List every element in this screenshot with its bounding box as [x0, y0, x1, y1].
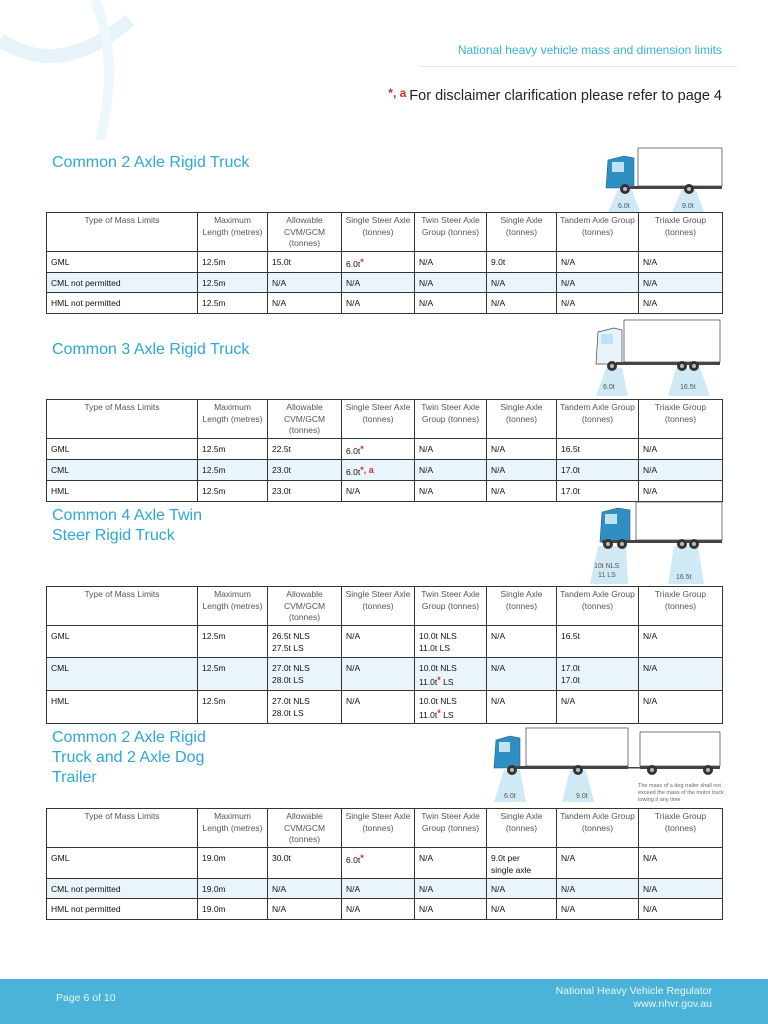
table-cell: 16.5t — [557, 626, 639, 658]
cell-value: 6.0t — [346, 259, 361, 269]
cell-line: 28.0t LS — [272, 675, 304, 685]
cell-line: 11.0t LS — [419, 643, 451, 653]
section-title-truck-and-dog-trailer: Common 2 Axle Rigid Truck and 2 Axle Dog Trailer — [52, 729, 206, 786]
table-cell: HML not permitted — [47, 293, 198, 314]
table-cell: N/A — [415, 460, 487, 481]
column-header: Triaxle Group (tonnes) — [639, 587, 723, 626]
table-cell: N/A — [639, 252, 723, 273]
axle-label: 6.0t — [603, 384, 615, 391]
cell-value: 6.0t — [346, 855, 361, 865]
decorative-arc — [0, 0, 200, 140]
table-cell: N/A — [268, 293, 342, 314]
website-link[interactable]: www.nhvr.gov.au — [633, 998, 712, 1010]
table-row — [47, 899, 723, 920]
table-cell: N/A — [415, 439, 487, 460]
truck-4-axle-twin-steer-illustration — [588, 500, 726, 584]
column-header: Type of Mass Limits — [47, 213, 198, 252]
table-cell: N/A — [487, 879, 557, 899]
column-header: Single Steer Axle (tonnes) — [342, 809, 415, 848]
table-cell: N/A — [639, 899, 723, 920]
table-cell: 16.5t — [557, 439, 639, 460]
column-header: Allowable CVM/GCM (tonnes) — [268, 400, 342, 439]
table-cell: N/A — [557, 848, 639, 879]
cell-value: 11.0t — [419, 710, 438, 720]
column-header: Twin Steer Axle Group (tonnes) — [415, 587, 487, 626]
column-header: Allowable CVM/GCM (tonnes) — [268, 587, 342, 626]
table-cell: N/A — [487, 658, 557, 691]
column-header: Tandem Axle Group (tonnes) — [557, 587, 639, 626]
table-cell: CML — [47, 460, 198, 481]
column-header: Single Axle (tonnes) — [487, 400, 557, 439]
table-cell — [268, 626, 342, 658]
table-cell — [342, 439, 415, 460]
disclaimer-note — [388, 86, 722, 104]
table-row — [47, 293, 723, 314]
table-cell: HML not permitted — [47, 899, 198, 920]
table-cell: 30.0t — [268, 848, 342, 879]
column-header: Maximum Length (metres) — [198, 809, 268, 848]
cell-value: 11.0t — [419, 677, 438, 687]
table-cell: N/A — [557, 252, 639, 273]
column-header: Triaxle Group (tonnes) — [639, 213, 723, 252]
page-footer — [0, 979, 768, 1024]
table-cell: N/A — [415, 848, 487, 879]
table-row — [47, 848, 723, 879]
table-cell: N/A — [487, 899, 557, 920]
mass-table-3-axle-rigid — [46, 399, 723, 502]
column-header: Twin Steer Axle Group (tonnes) — [415, 809, 487, 848]
table-cell: 12.5m — [198, 691, 268, 724]
table-row — [47, 273, 723, 293]
column-header: Type of Mass Limits — [47, 809, 198, 848]
table-cell: 23.0t — [268, 481, 342, 502]
axle-label: 16.5t — [676, 574, 692, 581]
disclaimer-asterisk: * — [360, 853, 364, 863]
table-cell: 12.5m — [198, 293, 268, 314]
truck-2-axle-illustration — [600, 146, 726, 212]
table-cell: N/A — [268, 899, 342, 920]
table-cell: N/A — [557, 879, 639, 899]
table-cell: N/A — [639, 460, 723, 481]
table-cell: 12.5m — [198, 626, 268, 658]
table-cell: 19.0m — [198, 899, 268, 920]
column-header: Twin Steer Axle Group (tonnes) — [415, 213, 487, 252]
disclaimer-mark: *, a — [388, 86, 407, 100]
axle-label: 6.0t — [618, 203, 630, 210]
table-cell: 19.0m — [198, 848, 268, 879]
axle-label: 6.0t — [504, 793, 516, 800]
mass-table-4-axle-twin-steer — [46, 586, 723, 724]
section-title-4-axle-twin-steer: Common 4 Axle Twin Steer Rigid Truck — [52, 507, 202, 544]
table-cell: GML — [47, 439, 198, 460]
footer-organisation — [556, 985, 712, 1011]
cell-line — [419, 707, 482, 721]
document-header: National heavy vehicle mass and dimension limits — [457, 43, 722, 57]
cell-line: 27.0t NLS — [272, 696, 310, 706]
column-header: Maximum Length (metres) — [198, 587, 268, 626]
table-cell: HML — [47, 481, 198, 502]
header-divider — [420, 66, 738, 67]
axle-label: 10t NLS — [594, 563, 620, 570]
table-cell: N/A — [639, 439, 723, 460]
table-cell — [415, 691, 487, 724]
disclaimer-asterisk: * — [437, 675, 441, 685]
axle-label: 16.5t — [680, 384, 696, 391]
table-cell: N/A — [487, 273, 557, 293]
section-title-3-axle-rigid: Common 3 Axle Rigid Truck — [52, 341, 250, 358]
cell-value: LS — [443, 710, 454, 720]
table-cell: GML — [47, 252, 198, 273]
cell-line: 17.0t — [561, 675, 580, 685]
column-header: Tandem Axle Group (tonnes) — [557, 213, 639, 252]
table-cell: 9.0t — [487, 252, 557, 273]
table-cell: N/A — [487, 293, 557, 314]
table-cell: N/A — [487, 481, 557, 502]
table-row — [47, 252, 723, 273]
cell-line: 10.0t NLS — [419, 631, 457, 641]
table-row — [47, 439, 723, 460]
table-cell — [415, 658, 487, 691]
table-cell: N/A — [342, 879, 415, 899]
organisation-name: National Heavy Vehicle Regulator — [555, 985, 712, 997]
column-header: Single Steer Axle (tonnes) — [342, 587, 415, 626]
table-cell: N/A — [415, 899, 487, 920]
cell-line: single axle — [491, 865, 532, 875]
table-cell: N/A — [415, 481, 487, 502]
cell-line: 28.0t LS — [272, 708, 304, 718]
column-header: Allowable CVM/GCM (tonnes) — [268, 809, 342, 848]
table-cell: 12.5m — [198, 481, 268, 502]
table-cell: N/A — [415, 273, 487, 293]
table-cell: N/A — [415, 879, 487, 899]
cell-line: 27.0t NLS — [272, 663, 310, 673]
axle-label: 9.0t — [682, 203, 694, 210]
table-cell — [342, 848, 415, 879]
table-cell: N/A — [639, 273, 723, 293]
table-row — [47, 658, 723, 691]
table-row — [47, 460, 723, 481]
table-cell — [487, 848, 557, 879]
column-header: Maximum Length (metres) — [198, 400, 268, 439]
table-cell: N/A — [639, 481, 723, 502]
table-cell — [557, 658, 639, 691]
table-cell: N/A — [487, 439, 557, 460]
column-header: Maximum Length (metres) — [198, 213, 268, 252]
cell-line: 9.0t per — [491, 853, 520, 863]
column-header: Type of Mass Limits — [47, 400, 198, 439]
section-title-2-axle-rigid: Common 2 Axle Rigid Truck — [52, 154, 250, 171]
column-header: Allowable CVM/GCM (tonnes) — [268, 213, 342, 252]
table-cell: CML — [47, 658, 198, 691]
table-cell: N/A — [557, 691, 639, 724]
column-header: Single Axle (tonnes) — [487, 213, 557, 252]
disclaimer-asterisk: * — [360, 257, 364, 267]
table-cell — [342, 252, 415, 273]
table-cell: CML not permitted — [47, 273, 198, 293]
cell-line: 27.5t LS — [272, 643, 304, 653]
table-cell: 17.0t — [557, 460, 639, 481]
table-cell: N/A — [342, 626, 415, 658]
cell-value: LS — [443, 677, 454, 687]
table-cell — [268, 691, 342, 724]
column-header: Tandem Axle Group (tonnes) — [557, 400, 639, 439]
truck-3-axle-illustration — [592, 318, 724, 396]
table-row — [47, 691, 723, 724]
column-header: Triaxle Group (tonnes) — [639, 400, 723, 439]
table-cell: N/A — [342, 658, 415, 691]
disclaimer-text: For disclaimer clarification please refer to page 4 — [409, 88, 722, 104]
table-cell: N/A — [342, 691, 415, 724]
table-cell: GML — [47, 626, 198, 658]
table-cell: N/A — [342, 899, 415, 920]
table-cell: N/A — [415, 252, 487, 273]
table-cell: 17.0t — [557, 481, 639, 502]
table-cell: N/A — [557, 273, 639, 293]
table-cell: N/A — [639, 691, 723, 724]
table-cell: N/A — [639, 293, 723, 314]
table-cell: N/A — [342, 481, 415, 502]
cell-line: 10.0t NLS — [419, 663, 457, 673]
column-header: Single Steer Axle (tonnes) — [342, 400, 415, 439]
column-header: Type of Mass Limits — [47, 587, 198, 626]
table-cell: N/A — [639, 658, 723, 691]
table-cell: 12.5m — [198, 439, 268, 460]
table-cell: N/A — [487, 691, 557, 724]
cell-line: 26.5t NLS — [272, 631, 310, 641]
table-cell: 22.5t — [268, 439, 342, 460]
table-cell: N/A — [557, 899, 639, 920]
disclaimer-asterisk: *, a — [360, 465, 374, 475]
table-cell: GML — [47, 848, 198, 879]
table-cell — [342, 460, 415, 481]
table-cell: N/A — [268, 273, 342, 293]
table-cell: N/A — [639, 626, 723, 658]
table-cell: N/A — [557, 293, 639, 314]
table-cell: 23.0t — [268, 460, 342, 481]
table-cell: CML not permitted — [47, 879, 198, 899]
axle-label: 11 LS — [598, 572, 616, 579]
table-cell: 12.5m — [198, 273, 268, 293]
column-header: Twin Steer Axle Group (tonnes) — [415, 400, 487, 439]
cell-value: 6.0t — [346, 446, 361, 456]
table-cell: N/A — [487, 460, 557, 481]
table-cell: 15.0t — [268, 252, 342, 273]
cell-value: 6.0t — [346, 467, 361, 477]
mass-table-truck-and-dog-trailer — [46, 808, 723, 920]
mass-table-2-axle-rigid — [46, 212, 723, 314]
dog-trailer-note: The mass of a dog trailer shall not exceed the mass of the motor truck towing it any time — [638, 783, 724, 803]
table-cell: HML — [47, 691, 198, 724]
column-header: Triaxle Group (tonnes) — [639, 809, 723, 848]
table-row — [47, 481, 723, 502]
cell-line: 10.0t NLS — [419, 696, 457, 706]
table-cell: 12.5m — [198, 658, 268, 691]
table-row — [47, 626, 723, 658]
table-cell — [268, 658, 342, 691]
page-number: Page 6 of 10 — [56, 992, 116, 1004]
disclaimer-asterisk: * — [437, 708, 441, 718]
axle-label: 9.0t — [576, 793, 588, 800]
table-cell: 12.5m — [198, 252, 268, 273]
table-cell: 19.0m — [198, 879, 268, 899]
column-header: Single Axle (tonnes) — [487, 809, 557, 848]
disclaimer-asterisk: * — [360, 444, 364, 454]
column-header: Single Axle (tonnes) — [487, 587, 557, 626]
column-header: Single Steer Axle (tonnes) — [342, 213, 415, 252]
table-cell: N/A — [415, 293, 487, 314]
table-cell: N/A — [268, 879, 342, 899]
table-cell: N/A — [342, 273, 415, 293]
table-cell: N/A — [487, 626, 557, 658]
cell-line: 17.0t — [561, 663, 580, 673]
table-cell: N/A — [639, 848, 723, 879]
table-cell — [415, 626, 487, 658]
table-cell: N/A — [639, 879, 723, 899]
column-header: Tandem Axle Group (tonnes) — [557, 809, 639, 848]
cell-line — [419, 674, 482, 688]
table-cell: 12.5m — [198, 460, 268, 481]
table-row — [47, 879, 723, 899]
table-cell: N/A — [342, 293, 415, 314]
